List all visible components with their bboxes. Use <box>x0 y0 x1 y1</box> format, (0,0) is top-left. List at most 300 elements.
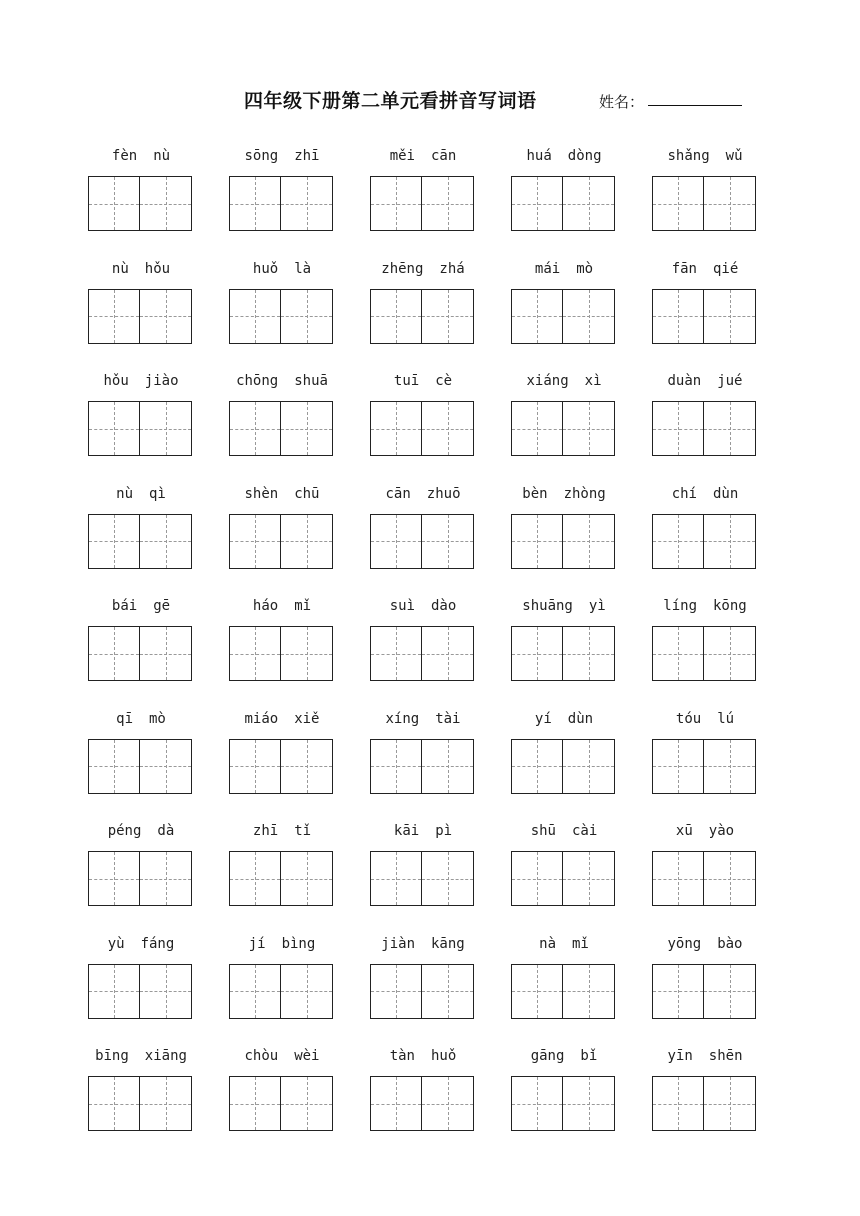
pinyin-syllable-2: dòng <box>567 148 602 164</box>
pinyin-label <box>511 482 617 506</box>
character-writing-box[interactable] <box>140 626 192 681</box>
pinyin-label <box>652 932 758 956</box>
word-item <box>511 257 617 370</box>
word-item <box>88 257 194 370</box>
writing-boxes <box>88 514 192 569</box>
character-writing-box[interactable] <box>422 1076 474 1131</box>
character-writing-box[interactable] <box>229 1076 281 1131</box>
word-item <box>511 482 617 595</box>
pinyin-syllable-2: gē <box>153 598 171 614</box>
character-writing-box[interactable] <box>563 626 615 681</box>
pinyin-syllable-2: cài <box>572 823 598 839</box>
character-writing-box[interactable] <box>229 514 281 569</box>
writing-boxes <box>511 739 615 794</box>
writing-boxes <box>511 289 615 344</box>
character-writing-box[interactable] <box>140 514 192 569</box>
pinyin-syllable-2: tài <box>435 710 461 727</box>
pinyin-syllable-1: duàn <box>667 373 702 389</box>
character-writing-box[interactable] <box>652 401 704 456</box>
pinyin-syllable-1: fèn <box>111 148 138 164</box>
pinyin-syllable-1: nù <box>111 260 129 277</box>
character-writing-box[interactable] <box>229 176 281 231</box>
character-writing-box[interactable] <box>511 739 563 794</box>
pinyin-syllable-1: shū <box>530 823 556 839</box>
pinyin-label <box>652 1044 758 1068</box>
character-writing-box[interactable] <box>88 964 140 1019</box>
pinyin-syllable-1: bái <box>111 598 138 614</box>
writing-boxes <box>370 739 474 794</box>
pinyin-syllable-2: shēn <box>708 1048 743 1064</box>
pinyin-syllable-2: dùn <box>713 485 739 502</box>
character-writing-box[interactable] <box>370 851 422 906</box>
character-writing-box[interactable] <box>88 739 140 794</box>
word-item <box>511 369 617 482</box>
character-writing-box[interactable] <box>140 176 192 231</box>
pinyin-syllable-2: yì <box>588 598 606 614</box>
character-writing-box[interactable] <box>370 176 422 231</box>
writing-boxes <box>652 514 756 569</box>
word-item <box>652 369 758 482</box>
character-writing-box[interactable] <box>511 401 563 456</box>
pinyin-syllable-2: mò <box>576 260 594 277</box>
pinyin-label <box>652 819 758 843</box>
character-writing-box[interactable] <box>563 739 615 794</box>
character-writing-box[interactable] <box>370 739 422 794</box>
pinyin-syllable-1: cān <box>385 485 411 502</box>
pinyin-label <box>511 1044 617 1068</box>
pinyin-syllable-2: cān <box>431 148 457 164</box>
pinyin-syllable-1: péng <box>107 823 142 839</box>
character-writing-box[interactable] <box>229 851 281 906</box>
pinyin-label <box>652 482 758 506</box>
character-writing-box[interactable] <box>140 401 192 456</box>
character-writing-box[interactable] <box>511 514 563 569</box>
character-writing-box[interactable] <box>652 739 704 794</box>
character-writing-box[interactable] <box>563 289 615 344</box>
pinyin-syllable-1: shǎng <box>667 148 710 164</box>
word-item <box>229 369 335 482</box>
word-item <box>88 1044 194 1157</box>
writing-boxes <box>229 401 333 456</box>
character-writing-box[interactable] <box>422 739 474 794</box>
character-writing-box[interactable] <box>422 514 474 569</box>
word-item <box>511 594 617 707</box>
pinyin-syllable-2: mǐ <box>572 935 589 952</box>
pinyin-label <box>88 482 194 506</box>
word-item <box>88 819 194 932</box>
pinyin-label <box>88 1044 194 1068</box>
writing-boxes <box>511 1076 615 1131</box>
writing-boxes <box>88 176 192 231</box>
pinyin-syllable-1: jiàn <box>381 935 415 952</box>
pinyin-label <box>229 932 335 956</box>
pinyin-syllable-2: là <box>294 260 312 277</box>
writing-boxes <box>88 289 192 344</box>
pinyin-syllable-1: jí <box>248 935 266 952</box>
character-writing-box[interactable] <box>563 176 615 231</box>
character-writing-box[interactable] <box>704 626 756 681</box>
word-item <box>370 257 476 370</box>
writing-boxes <box>652 1076 756 1131</box>
pinyin-syllable-1: qī <box>116 710 133 727</box>
word-item <box>88 482 194 595</box>
character-writing-box[interactable] <box>511 289 563 344</box>
character-writing-box[interactable] <box>140 289 192 344</box>
pinyin-syllable-2: qié <box>713 260 739 277</box>
pinyin-syllable-2: jiào <box>144 373 179 389</box>
pinyin-syllable-2: mǐ <box>294 598 312 614</box>
pinyin-syllable-1: háo <box>252 598 279 614</box>
character-writing-box[interactable] <box>370 964 422 1019</box>
word-item <box>652 482 758 595</box>
word-item <box>511 707 617 820</box>
word-item <box>652 144 758 257</box>
word-item <box>88 594 194 707</box>
word-item <box>652 707 758 820</box>
pinyin-syllable-1: yīn <box>667 1048 693 1064</box>
pinyin-syllable-2: lú <box>717 710 735 727</box>
word-item <box>229 482 335 595</box>
pinyin-label <box>370 594 476 618</box>
character-writing-box[interactable] <box>88 1076 140 1131</box>
pinyin-label <box>88 594 194 618</box>
word-item <box>370 932 476 1045</box>
character-writing-box[interactable] <box>88 514 140 569</box>
character-writing-box[interactable] <box>563 401 615 456</box>
pinyin-syllable-2: bào <box>717 935 743 952</box>
pinyin-syllable-1: chòu <box>244 1048 279 1064</box>
writing-boxes <box>88 401 192 456</box>
writing-boxes <box>229 739 333 794</box>
writing-boxes <box>370 626 474 681</box>
pinyin-syllable-1: miáo <box>244 710 279 727</box>
character-writing-box[interactable] <box>88 851 140 906</box>
character-writing-box[interactable] <box>229 289 281 344</box>
pinyin-label <box>229 144 335 168</box>
pinyin-syllable-1: líng <box>663 598 697 614</box>
pinyin-syllable-2: qì <box>149 485 166 502</box>
pinyin-syllable-2: xiāng <box>144 1048 187 1064</box>
writing-boxes <box>652 964 756 1019</box>
word-item <box>370 369 476 482</box>
pinyin-label <box>652 594 758 618</box>
pinyin-label <box>88 257 194 281</box>
character-writing-box[interactable] <box>281 514 333 569</box>
character-writing-box[interactable] <box>511 1076 563 1131</box>
character-writing-box[interactable] <box>511 626 563 681</box>
pinyin-syllable-2: zhá <box>439 260 465 277</box>
writing-boxes <box>652 289 756 344</box>
pinyin-label <box>88 369 194 393</box>
character-writing-box[interactable] <box>704 514 756 569</box>
writing-boxes <box>370 401 474 456</box>
writing-boxes <box>511 964 615 1019</box>
pinyin-syllable-2: jué <box>717 373 743 389</box>
word-item <box>88 932 194 1045</box>
character-writing-box[interactable] <box>563 964 615 1019</box>
character-writing-box[interactable] <box>370 514 422 569</box>
pinyin-syllable-1: sōng <box>244 148 279 164</box>
pinyin-syllable-2: xì <box>584 373 602 389</box>
character-writing-box[interactable] <box>281 739 333 794</box>
word-item <box>229 819 335 932</box>
character-writing-box[interactable] <box>704 401 756 456</box>
pinyin-syllable-2: zhī <box>294 148 320 164</box>
pinyin-syllable-1: xiáng <box>526 373 569 389</box>
character-writing-box[interactable] <box>229 401 281 456</box>
pinyin-label <box>370 369 476 393</box>
pinyin-syllable-1: shuāng <box>522 598 573 614</box>
pinyin-syllable-2: kāng <box>431 935 465 952</box>
pinyin-syllable-2: pì <box>435 823 453 839</box>
word-item <box>229 707 335 820</box>
character-writing-box[interactable] <box>281 289 333 344</box>
character-writing-box[interactable] <box>652 626 704 681</box>
character-writing-box[interactable] <box>704 1076 756 1131</box>
pinyin-label <box>88 144 194 168</box>
word-item <box>652 257 758 370</box>
pinyin-syllable-1: tuī <box>393 373 420 389</box>
word-item <box>511 932 617 1045</box>
character-writing-box[interactable] <box>370 401 422 456</box>
character-writing-box[interactable] <box>511 176 563 231</box>
word-item <box>652 594 758 707</box>
word-item <box>229 257 335 370</box>
character-writing-box[interactable] <box>140 851 192 906</box>
word-item <box>652 1044 758 1157</box>
pinyin-syllable-2: dào <box>431 598 457 614</box>
writing-boxes <box>229 514 333 569</box>
writing-boxes <box>370 964 474 1019</box>
pinyin-label <box>229 482 335 506</box>
character-writing-box[interactable] <box>563 851 615 906</box>
character-writing-box[interactable] <box>422 964 474 1019</box>
pinyin-label <box>511 594 617 618</box>
pinyin-syllable-1: měi <box>389 148 415 164</box>
word-item <box>370 1044 476 1157</box>
pinyin-syllable-1: yōng <box>667 935 702 952</box>
name-field[interactable] <box>648 105 742 106</box>
pinyin-label <box>511 819 617 843</box>
pinyin-label <box>370 482 476 506</box>
writing-boxes <box>88 964 192 1019</box>
writing-boxes <box>229 1076 333 1131</box>
character-writing-box[interactable] <box>88 176 140 231</box>
character-writing-box[interactable] <box>422 176 474 231</box>
character-writing-box[interactable] <box>140 1076 192 1131</box>
writing-boxes <box>370 1076 474 1131</box>
pinyin-syllable-1: shèn <box>244 485 279 502</box>
word-item <box>229 144 335 257</box>
writing-boxes <box>511 626 615 681</box>
pinyin-syllable-2: wèi <box>294 1048 320 1064</box>
word-item <box>511 819 617 932</box>
pinyin-syllable-2: mò <box>149 710 166 727</box>
writing-boxes <box>652 401 756 456</box>
pinyin-syllable-1: gāng <box>530 1048 565 1064</box>
pinyin-label <box>370 932 476 956</box>
character-writing-box[interactable] <box>704 289 756 344</box>
pinyin-label <box>88 819 194 843</box>
character-writing-box[interactable] <box>88 401 140 456</box>
writing-boxes <box>370 851 474 906</box>
character-writing-box[interactable] <box>704 176 756 231</box>
pinyin-syllable-2: bǐ <box>580 1048 598 1064</box>
pinyin-syllable-1: nà <box>539 935 556 952</box>
pinyin-label <box>511 932 617 956</box>
pinyin-label <box>511 257 617 281</box>
word-item <box>370 819 476 932</box>
pinyin-syllable-1: hǒu <box>103 373 129 389</box>
pinyin-label <box>511 707 617 731</box>
character-writing-box[interactable] <box>140 739 192 794</box>
pinyin-label <box>88 932 194 956</box>
pinyin-label <box>652 257 758 281</box>
pinyin-label <box>88 707 194 731</box>
character-writing-box[interactable] <box>281 401 333 456</box>
character-writing-box[interactable] <box>281 1076 333 1131</box>
pinyin-label <box>370 257 476 281</box>
character-writing-box[interactable] <box>652 289 704 344</box>
pinyin-syllable-2: bìng <box>281 935 316 952</box>
pinyin-syllable-1: xū <box>675 823 693 839</box>
word-item <box>652 932 758 1045</box>
pinyin-syllable-1: xíng <box>385 710 420 727</box>
worksheet-title: 四年级下册第二单元看拼音写词语 <box>244 90 537 112</box>
character-writing-box[interactable] <box>281 964 333 1019</box>
pinyin-syllable-2: huǒ <box>431 1048 457 1064</box>
character-writing-box[interactable] <box>281 176 333 231</box>
pinyin-label <box>229 369 335 393</box>
pinyin-syllable-1: yí <box>534 710 552 727</box>
pinyin-label <box>370 144 476 168</box>
writing-boxes <box>88 626 192 681</box>
pinyin-syllable-2: cè <box>435 373 453 389</box>
writing-boxes <box>511 851 615 906</box>
character-writing-box[interactable] <box>704 964 756 1019</box>
word-item <box>511 1044 617 1157</box>
character-writing-box[interactable] <box>370 289 422 344</box>
pinyin-syllable-1: tóu <box>675 710 702 727</box>
pinyin-syllable-2: kōng <box>713 598 747 614</box>
character-writing-box[interactable] <box>422 851 474 906</box>
character-writing-box[interactable] <box>652 1076 704 1131</box>
pinyin-syllable-2: hǒu <box>144 260 171 277</box>
character-writing-box[interactable] <box>652 964 704 1019</box>
word-item <box>370 707 476 820</box>
writing-boxes <box>229 176 333 231</box>
writing-boxes <box>88 851 192 906</box>
word-item <box>370 594 476 707</box>
writing-boxes <box>229 964 333 1019</box>
pinyin-syllable-1: bīng <box>95 1048 129 1064</box>
word-item <box>370 144 476 257</box>
word-item <box>229 932 335 1045</box>
pinyin-syllable-1: yù <box>107 935 125 952</box>
writing-boxes <box>511 514 615 569</box>
pinyin-syllable-1: mái <box>534 260 561 277</box>
pinyin-syllable-1: kāi <box>393 823 420 839</box>
character-writing-box[interactable] <box>652 176 704 231</box>
character-writing-box[interactable] <box>281 851 333 906</box>
character-writing-box[interactable] <box>422 401 474 456</box>
character-writing-box[interactable] <box>704 739 756 794</box>
writing-boxes <box>370 176 474 231</box>
character-writing-box[interactable] <box>563 514 615 569</box>
pinyin-syllable-1: zhēng <box>381 260 424 277</box>
pinyin-label <box>652 707 758 731</box>
writing-boxes <box>652 176 756 231</box>
word-item <box>88 369 194 482</box>
pinyin-syllable-2: zhuō <box>426 485 461 502</box>
character-writing-box[interactable] <box>652 851 704 906</box>
character-writing-box[interactable] <box>652 514 704 569</box>
character-writing-box[interactable] <box>229 626 281 681</box>
pinyin-syllable-2: chū <box>294 485 320 502</box>
character-writing-box[interactable] <box>229 739 281 794</box>
character-writing-box[interactable] <box>88 626 140 681</box>
word-item <box>88 707 194 820</box>
pinyin-label <box>370 819 476 843</box>
name-label: 姓名： <box>599 93 645 111</box>
pinyin-label <box>511 369 617 393</box>
word-grid <box>88 144 770 1157</box>
word-item <box>229 1044 335 1157</box>
writing-boxes <box>229 851 333 906</box>
character-writing-box[interactable] <box>422 289 474 344</box>
pinyin-syllable-2: shuā <box>294 373 328 389</box>
pinyin-syllable-2: zhòng <box>563 485 606 502</box>
writing-boxes <box>652 851 756 906</box>
pinyin-label <box>652 144 758 168</box>
pinyin-label <box>370 1044 476 1068</box>
word-item <box>370 482 476 595</box>
writing-boxes <box>370 289 474 344</box>
character-writing-box[interactable] <box>281 626 333 681</box>
pinyin-syllable-2: yào <box>708 823 735 839</box>
writing-boxes <box>229 626 333 681</box>
pinyin-syllable-2: xiě <box>294 710 320 727</box>
character-writing-box[interactable] <box>511 851 563 906</box>
character-writing-box[interactable] <box>563 1076 615 1131</box>
word-item <box>88 144 194 257</box>
word-item <box>511 144 617 257</box>
pinyin-label <box>652 369 758 393</box>
character-writing-box[interactable] <box>229 964 281 1019</box>
word-item <box>229 594 335 707</box>
pinyin-syllable-1: chōng <box>236 373 279 389</box>
pinyin-syllable-2: dùn <box>567 710 594 727</box>
pinyin-syllable-2: nù <box>153 148 171 164</box>
writing-boxes <box>88 739 192 794</box>
writing-boxes <box>370 514 474 569</box>
writing-boxes <box>511 401 615 456</box>
pinyin-label <box>229 257 335 281</box>
pinyin-label <box>229 819 335 843</box>
pinyin-label <box>229 707 335 731</box>
character-writing-box[interactable] <box>422 626 474 681</box>
pinyin-syllable-1: chí <box>671 485 697 502</box>
character-writing-box[interactable] <box>511 964 563 1019</box>
writing-boxes <box>652 739 756 794</box>
pinyin-syllable-2: tǐ <box>294 823 312 839</box>
character-writing-box[interactable] <box>140 964 192 1019</box>
character-writing-box[interactable] <box>370 1076 422 1131</box>
character-writing-box[interactable] <box>370 626 422 681</box>
pinyin-syllable-1: huá <box>526 148 552 164</box>
character-writing-box[interactable] <box>704 851 756 906</box>
character-writing-box[interactable] <box>88 289 140 344</box>
